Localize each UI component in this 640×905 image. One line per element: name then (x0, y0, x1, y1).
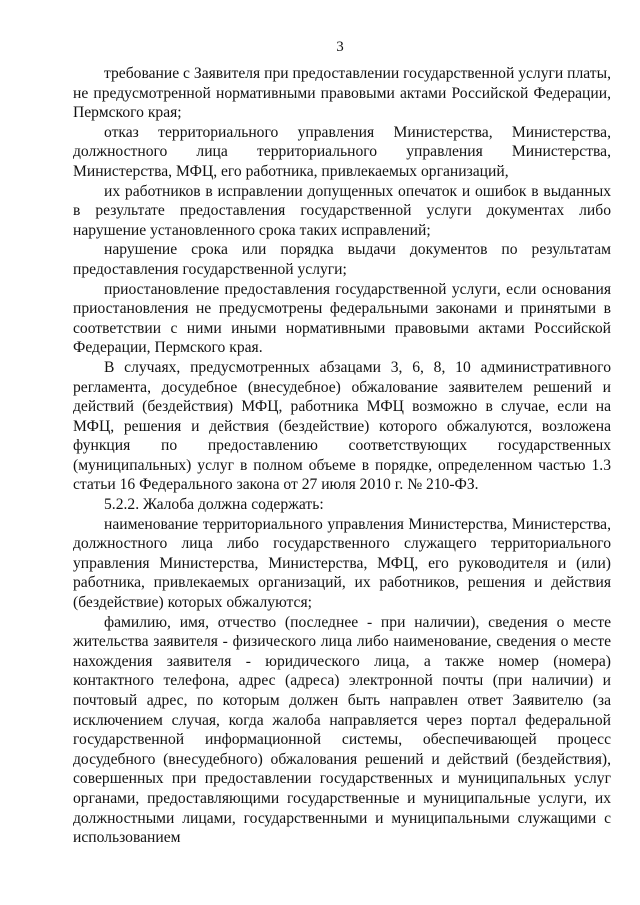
paragraph-fee-requirement: требование с Заявителя при предоставлении государственной услуги платы, не предусмотренной нормативными правовыми актами Российской Федерации, Пермского края; (73, 65, 611, 122)
page-number: 3 (336, 39, 344, 55)
paragraph-deadline-violation: нарушение срока или порядка выдачи документов по результатам предоставления государственной услуги; (73, 241, 611, 278)
paragraph-refusal: отказ территориального управления Министерства, Министерства, должностного лица территориального управления Министерства, Министерства, МФЦ, его работника, привлекаемых организаций, (73, 123, 611, 180)
paragraph-complaint-respondent: наименование территориального управления Министерства, Министерства, должностного лица либо государственного служащего территориального управления Министерства, Министерства, МФЦ, его руководителя и (или) работника, привлекаемых организаций, их работников, решения и действия (бездействие) которых обжалуются; (73, 515, 611, 612)
paragraph-section-5-2-2: 5.2.2. Жалоба должна содержать: (104, 496, 324, 514)
paragraph-typo-correction: их работников в исправлении допущенных опечаток и ошибок в выданных в результате предоставления государственной услуги документах либо нарушение установленного срока таких исправлений; (73, 182, 611, 239)
body-text (73, 64, 611, 848)
paragraph-suspension: приостановление предоставления государственной услуги, если основания приостановления не предусмотрены федеральными законами и принятыми в соответствии с ними иными нормативными правовыми актами Российской Федерации, Пермского края. (73, 280, 611, 357)
paragraph-mfc-appeal: В случаях, предусмотренных абзацами 3, 6, 8, 10 административного регламента, досудебное (внесудебное) обжалование заявителем решений и действий (бездействия) МФЦ, работника МФЦ возможно в случае, если на МФЦ, решения и действия (бездействие) которого обжалуются, возложена функция по предоставлению соответствующих государственных (муниципальных) услуг в полном объеме в порядке, определенном частью 1.3 статьи 16 Федерального закона от 27 июля 2010 г. № 210-ФЗ. (73, 358, 611, 494)
paragraph-complaint-applicant-details: фамилию, имя, отчество (последнее - при наличии), сведения о месте жительства заявителя - физического лица либо наименование, сведения о месте нахождения заявителя - юридического лица, а также номер (номера) контактного телефона, адрес (адреса) электронной почты (при наличии) и почтовый адрес, по которым должен быть направлен ответ Заявителю (за исключением случая, когда жалоба направляется через портал федеральной государственной информационной системы, обеспечивающей процесс досудебного (внесудебного) обжалования решений и действий (бездействия), совершенных при предоставлении государственных и муниципальных услуг органами, предоставляющими государственные и муниципальные услуги, их должностными лицами, государственными и муниципальными служащими с использованием (73, 613, 611, 847)
